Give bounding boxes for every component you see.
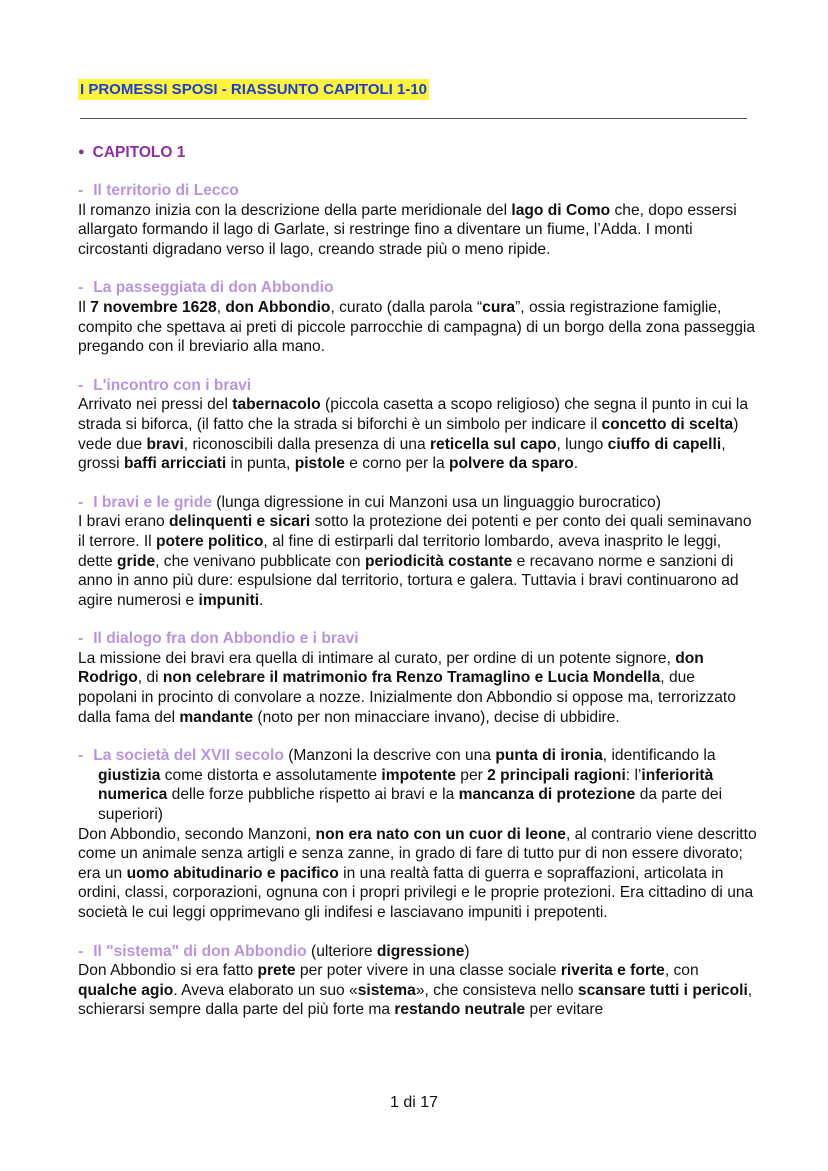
text-run: , lungo — [556, 435, 608, 453]
section-heading-line — [78, 376, 758, 396]
bold-text: giustizia — [98, 766, 161, 784]
title-divider — [80, 118, 747, 119]
text-run: , due popolani in procinto di convolare a nozze. Inizialmente don Abbondio si oppose ma, terrorizzato dalla fama del — [78, 669, 736, 726]
text-run: , identificando la — [602, 747, 716, 765]
section-heading-text: Il territorio di Lecco — [93, 182, 239, 199]
bold-text: baffi arricciati — [123, 455, 227, 473]
text-run: delle forze pubbliche rispetto ai bravi e la — [167, 786, 459, 804]
bold-text: delinquenti e sicari — [169, 513, 311, 531]
section-heading-text: La società del XVII secolo — [93, 747, 284, 765]
text-run: , riconoscibili dalla presenza di una — [183, 435, 430, 453]
section-heading — [78, 630, 359, 647]
bold-text: punta di ironia — [495, 747, 603, 765]
section — [78, 493, 758, 611]
section-heading — [78, 182, 239, 199]
section-heading-line — [78, 629, 758, 649]
text-run: e recavano norme e sanzioni di anno in anno più dure: espulsione dal territorio, tortura e galera. Tuttavia i bravi continuarono ad agire numerosi e — [78, 552, 739, 609]
text-run: Don Abbondio si era fatto — [78, 962, 258, 980]
bold-text: non celebrare il matrimonio fra Renzo Tramaglino e Lucia Mondella — [162, 669, 661, 687]
bold-text: impuniti — [198, 591, 260, 609]
text-run: Arrivato nei pressi del — [78, 396, 233, 414]
text-run: . — [259, 591, 264, 609]
text-run: , con — [664, 962, 699, 980]
text-run: Il — [78, 298, 91, 316]
bold-text: mandante — [179, 708, 254, 726]
section-heading-text: I bravi e le gride — [93, 493, 212, 511]
bold-text: don Rodrigo — [78, 649, 704, 687]
section-heading — [78, 279, 333, 296]
text-run: ”, ossia registrazione famiglie, compito che spettava ai preti di piccole parrocchie di campagna) di un borgo della zona passeggia pregando con il breviario alla mano. — [78, 298, 756, 356]
document-title: I PROMESSI SPOSI - RIASSUNTO CAPITOLI 1-10 — [80, 81, 428, 98]
text-run: , di — [137, 669, 163, 687]
dash-bullet-icon: - — [78, 279, 84, 297]
text-run: ) — [464, 942, 470, 960]
text-run: . Aveva elaborato un suo « — [173, 981, 358, 999]
text-run: (Manzoni la descrive con una — [283, 747, 496, 765]
bold-text: cura — [482, 298, 516, 316]
document-body — [78, 181, 758, 1039]
section-body — [78, 649, 758, 727]
text-run: ) vede due — [78, 415, 739, 453]
dash-bullet-icon: - — [78, 630, 84, 648]
text-run: sotto la protezione dei potenti e per conto dei quali seminavano il terrore. Il — [78, 513, 752, 550]
section-heading-line — [78, 493, 758, 513]
section-body — [78, 512, 758, 610]
text-run: I bravi erano — [78, 513, 170, 531]
section — [78, 629, 758, 727]
section-body — [78, 825, 758, 923]
bold-text: impotente — [381, 766, 456, 784]
bold-text: prete — [257, 962, 296, 980]
text-run: e corno per la — [344, 455, 449, 473]
bold-text: mancanza di protezione — [458, 786, 636, 804]
section — [78, 278, 758, 356]
text-run: in punta, — [226, 455, 295, 473]
bold-text: periodicità costante — [364, 552, 513, 570]
section-heading-line — [78, 181, 758, 201]
dash-bullet-icon: - — [78, 747, 84, 765]
text-run: da parte dei superiori) — [98, 786, 723, 824]
bold-text: don Abbondio — [225, 298, 331, 316]
bold-text: ciuffo di capelli — [607, 435, 722, 453]
dash-bullet-icon: - — [78, 942, 84, 960]
text-run: come distorta e assolutamente — [160, 766, 382, 784]
section-body — [78, 961, 758, 1020]
section — [78, 942, 758, 1020]
section — [78, 376, 758, 474]
page-indicator: 1 di 17 — [389, 1094, 439, 1111]
section-heading-text: Il dialogo fra don Abbondio e i bravi — [93, 630, 359, 648]
dash-bullet-icon: - — [78, 182, 84, 199]
section-heading-line — [78, 746, 758, 824]
bullet-icon: ● — [78, 146, 85, 158]
bold-text: inferiorità numerica — [98, 766, 714, 804]
text-run: per — [455, 766, 488, 784]
chapter-label: CAPITOLO 1 — [92, 144, 186, 161]
section-heading — [78, 494, 212, 511]
section-heading-text: L'incontro con i bravi — [93, 376, 252, 394]
section-heading — [78, 377, 251, 394]
text-run: , al contrario viene descritto come un animale senza artigli e senza zanne, in grado di fare di tutto pur di non essere divorato; era un — [78, 825, 757, 882]
bold-text: riverita e forte — [560, 962, 665, 980]
text-run: (noto per non minacciare invano), decise di ubbidire. — [253, 708, 620, 726]
section-body — [78, 298, 758, 357]
text-run: , schierarsi sempre dalla parte del più forte ma — [78, 981, 753, 1019]
bold-text: qualche agio — [78, 981, 174, 999]
text-run: », che consisteva nello — [415, 981, 578, 999]
bold-text: sistema — [357, 981, 416, 999]
text-run: , al fine di estirparli dal territorio lombardo, aveva inasprito le leggi, dette — [78, 532, 722, 570]
bold-text: restando neutrale — [394, 1001, 526, 1019]
text-run: , che venivano pubblicate con — [155, 552, 365, 570]
bold-text: pistole — [294, 455, 345, 473]
dash-bullet-icon: - — [78, 376, 84, 394]
section-heading-line — [78, 278, 758, 298]
text-run: , curato (dalla parola “ — [330, 298, 483, 316]
text-run: , — [216, 298, 226, 316]
text-run: (piccola casetta a scopo religioso) che segna il punto in cui la strada si biforca, (il fatto che la strada si biforchi è un simbolo per indicare il — [78, 396, 749, 433]
section-heading — [78, 943, 307, 960]
bold-text: uomo abitudinario e pacifico — [126, 864, 339, 882]
text-run: : l’ — [625, 766, 642, 784]
text-run: (ulteriore — [306, 942, 377, 960]
bold-text: scansare tutti i pericoli — [577, 981, 748, 999]
bold-text: non era nato con un cuor di leone — [315, 825, 566, 843]
bold-text: digressione — [376, 942, 465, 960]
section-heading-line — [78, 942, 758, 962]
bold-text: lago di Como — [511, 201, 611, 219]
dash-bullet-icon: - — [78, 493, 84, 511]
text-run: in una realtà fatta di guerra e sopraffazioni, articolata in ordini, classi, corporazioni, ognuna con i propri privilegi e le proprie protezioni. Era cittadino di una società le cui leggi opprimevano gli indifesi e lasciavano impuniti i prepotenti. — [78, 864, 754, 921]
section-heading-note: (lunga digressione in cui Manzoni usa un linguaggio burocratico) — [211, 493, 661, 511]
section-heading-text: La passeggiata di don Abbondio — [93, 279, 334, 297]
section — [78, 181, 758, 259]
text-run: Don Abbondio, secondo Manzoni, — [78, 825, 316, 843]
text-run: , grossi — [78, 435, 726, 473]
text-run: che, dopo essersi allargato formando il lago di Garlate, si restringe fino a diventare un fiume, l’Adda. I monti circostanti digradano verso il lago, creando strade più o meno ripide. — [78, 201, 737, 258]
section — [78, 746, 758, 922]
section-body — [78, 395, 758, 473]
bold-text: concetto di scelta — [601, 415, 734, 433]
text-run: per evitare — [525, 1001, 604, 1019]
text-run: La missione dei bravi era quella di intimare al curato, per ordine di un potente signore, — [78, 649, 676, 667]
bold-text: potere politico — [155, 532, 264, 550]
bold-text: tabernacolo — [232, 396, 321, 414]
text-run: . — [573, 455, 579, 473]
bold-text: polvere da sparo — [449, 455, 574, 473]
section-body — [78, 201, 758, 260]
bold-text: bravi — [146, 435, 184, 453]
text-run: per poter vivere in una classe sociale — [295, 962, 561, 980]
bold-text: 7 novembre 1628 — [90, 298, 217, 316]
text-run: Il romanzo inizia con la descrizione della parte meridionale del — [78, 201, 512, 219]
section-heading — [78, 747, 284, 764]
bold-text: gride — [117, 552, 156, 570]
bold-text: reticella sul capo — [429, 435, 557, 453]
section-heading-text: Il "sistema" di don Abbondio — [93, 942, 307, 960]
chapter-heading — [78, 143, 185, 164]
bold-text: 2 principali ragioni — [487, 766, 626, 784]
